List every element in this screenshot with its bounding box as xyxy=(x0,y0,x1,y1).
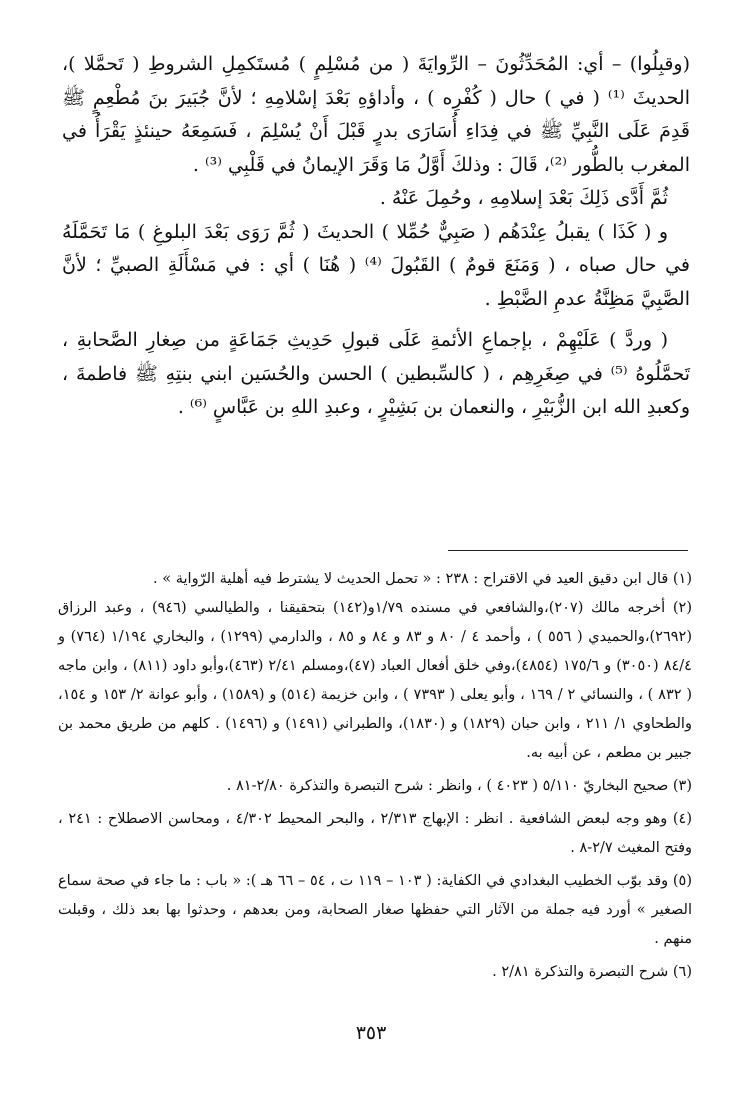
footnotes xyxy=(58,565,692,987)
footnote-6: (٦) شرح التبصرة والتذكرة ٢/٨١ . xyxy=(492,964,692,980)
main-paragraph-3: و ( كَذَا ) يقبلُ عِنْدَهُم ( صَبِيٌّ حُمِّلا ) الحديثَ ( ثُمَّ رَوَى بَعْدَ البلوغِ ) مَا تَحَمَّلَهُ في حال صباه ، ( وَمَنَعَ قومٌ ) القَبُولَ ⁽⁴⁾ ( هُنَا ) أي : في مَسْأَلَةِ الصبيِّ ؛ لأنَّ الصَّبِيَّ مَظِنَّةُ عدمِ الضَّبْطِ . xyxy=(62,220,690,310)
footnote-4: (٤) وهو وجه لبعض الشافعية . انظر : الإبهاج ٢/٣١٣ ، والبحر المحيط ٤/٣٠٢ ، ومحاسن الاصطلاح : ٢٤١ ، وفتح المغيث ٢/٧-٨ . xyxy=(58,811,692,856)
main-paragraph-4: ( وردَّ ) عَلَيْهِمْ ، بإجماعِ الأئمةِ عَلَى قبولِ حَدِيثِ جَمَاعَةٍ من صِغارِ الصَّحابةِ ، تَحمَّلُوهُ ⁽⁵⁾ في صِغَرِهِم ، ( كالسِّبطين ) الحسن والحُسَين ابني بنتِهِ ﷺ فاطمةَ ، وكعبدِ الله ابن الزُّبَيْرِ ، والنعمان بن بَشِيْرٍ ، وعبدِ اللهِ بن عَبَّاسٍ ⁽⁶⁾ . xyxy=(62,329,690,418)
footnote-separator xyxy=(448,550,688,551)
main-paragraph-2: ثُمَّ أَدَّى ذَلِكَ بَعْدَ إسلامِهِ ، وحُمِلَ عَنْهُ . xyxy=(379,187,668,209)
footnote-1: (١) قال ابن دقيق العيد في الاقتراح : ٢٣٨ : « تحمل الحديث لا يشترط فيه أهلية الرّواية » . xyxy=(153,571,692,587)
footnote-3: (٣) صحيح البخاريّ ٥/١١٠ ( ٤٠٢٣ ) ، وانظر : شرح التبصرة والتذكرة ٢/٨٠-٨١ . xyxy=(226,778,692,794)
footnote-2: (٢) أخرجه مالك (٢٠٧)،والشافعي في مسنده ١/٧٩و(١٤٢) بتحقيقنا ، والطيالسي (٩٤٦) ، وعبد الرزاق (٢٦٩٢)،والحميدي ( ٥٥٦ ) ، وأحمد ٤ / ٨٠ و ٨٣ و ٨٤ و ٨٥ ، والدارمي (١٢٩٩) ، والبخاري ١/١٩٤ (٧٦٤) و ٨٤/٤ (٣٠٥٠) و ١٧٥/٦ (٤٨٥٤)،وفي خلق أفعال العباد (٤٧)،ومسلم ٢/٤١ (٤٦٣)،وأبو داود (٨١١) ، وابن ماجه ( ٨٣٢ ) ، والنسائي ٢ / ١٦٩ ، وأبو يعلى ( ٧٣٩٣ ) ، وابن خزيمة (٥١٤) و (١٥٨٩) ، وأبو عوانة ٢/ ١٥٣ و ١٥٤، والطحاوي ١/ ٢١١ ، وابن حبان (١٨٢٩) و (١٨٣٠)، والطبراني (١٤٩١) و (١٤٩٦) . كلهم من طريق محمد بن جبير بن مطعم ، عن أبيه به. xyxy=(58,600,693,761)
main-text xyxy=(62,48,690,425)
footnote-5: (٥) وقد بوّب الخطيب البغدادي في الكفاية: ( ١٠٣ – ١١٩ ت ، ٥٤ – ٦٦ هـ ): « باب : ما جاء في صحة سماع الصغير » أورد فيه جملة من الآثار التي حفظها صغار الصحابة، ومن بعدهم ، وحدثوا بها بعد ذلك ، وقبلت منهم . xyxy=(58,873,693,947)
main-paragraph-1: (وقبِلُوا) – أي: المُحَدِّثُونَ – الرِّوايَةَ ( من مُسْلِمٍ ) مُستَكمِلِ الشروطِ ( تَحمَّلا )، الحديثَ ⁽¹⁾ ( في ) حال ( كُفْرِه ) ، وأداؤهِ بَعْدَ إسْلامِهِ ؛ لأنَّ جُبَيرَ بنَ مُطْعِمٍ ﷺ قَدِمَ عَلَى النَّبِيِّ ﷺ في فِدَاءِ أُسَارَى بدرٍ قَبْلَ أَنْ يُسْلِمَ ، فَسَمِعَهُ حينئذٍ يَقْرَأُ في المغرب بالطُّور ⁽²⁾، قَالَ : وذلكَ أَوَّلُ مَا وَقَرَ الإيمانُ في قَلْبِي ⁽³⁾ . xyxy=(62,53,690,176)
page-number: ٣٥٣ xyxy=(355,1022,387,1044)
